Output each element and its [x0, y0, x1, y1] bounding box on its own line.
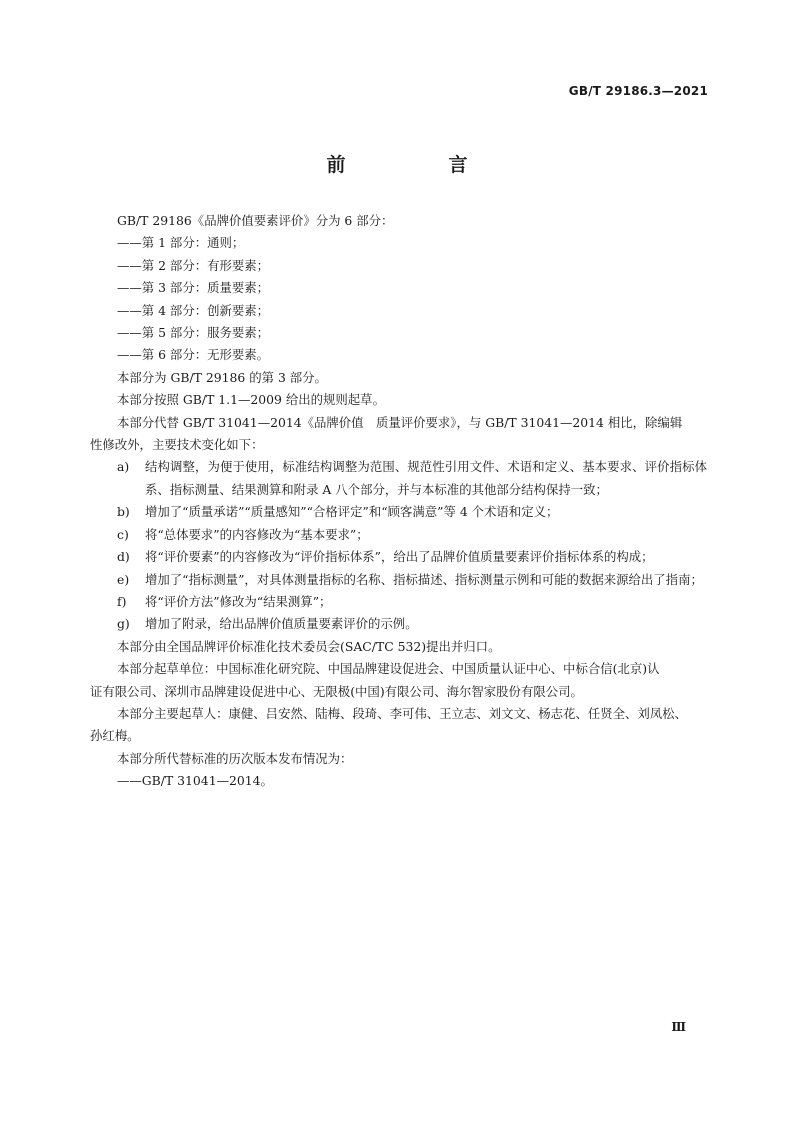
change-text: 将“评价方法”修改为“结果测算”；: [145, 593, 332, 609]
part-list-item: ——第 6 部分：无形要素。: [117, 347, 270, 363]
drafters-line1: 本部分主要起草人：康健、吕安然、陆梅、段琦、李可伟、王立志、刘文文、杨志花、任贤全、刘凤松、: [117, 705, 687, 721]
change-text: 将“评价要素”的内容修改为“评价指标体系”，给出了品牌价值质量要素评价指标体系的构成；: [145, 549, 654, 565]
change-text: 增加了“质量承诺”“质量感知”“合格评定”和“顾客满意”等 4 个术语和定义；: [145, 504, 559, 520]
change-label: g): [117, 616, 130, 632]
page-number: Ⅲ: [671, 1020, 686, 1034]
drafting-rule-paragraph: 本部分按照 GB/T 1.1—2009 给出的规则起草。: [117, 392, 385, 408]
part-list-item: ——第 5 部分：服务要素；: [117, 325, 270, 341]
change-item-a: [117, 456, 707, 501]
change-text: 将“总体要求”的内容修改为“基本要求”；: [145, 526, 369, 542]
change-text: 结构调整，为便于使用，标准结构调整为范围、规范性引用文件、术语和定义、基本要求、评价指标体系、指标测量、结果测算和附录 A 八个部分，并与本标准的其他部分结构保持一致；: [145, 459, 707, 497]
change-item-d: [117, 546, 707, 568]
change-item-f: [117, 591, 707, 613]
change-label: e): [117, 571, 130, 587]
foreword-body: [90, 210, 707, 793]
page-title: 前 言: [326, 154, 510, 176]
change-text: 增加了附录，给出品牌价值质量要素评价的示例。: [145, 616, 418, 632]
change-label: f): [117, 593, 127, 609]
drafting-units-line1: 本部分起草单位：中国标准化研究院、中国品牌建设促进会、中国质量认证中心、中标合信(北京)认: [117, 661, 660, 677]
change-item-b: [117, 501, 707, 523]
part-list-item: ——第 4 部分：创新要素；: [117, 302, 270, 318]
change-label: a): [117, 459, 130, 475]
part-list-item: ——第 2 部分：有形要素；: [117, 257, 270, 273]
drafting-units-line2: 证有限公司、深圳市品牌建设促进中心、无限极(中国)有限公司、海尔智家股份有限公司。: [90, 683, 583, 699]
replacement-paragraph-line2: 性修改外，主要技术变化如下：: [90, 437, 264, 453]
change-item-c: [117, 524, 707, 546]
history-paragraph: 本部分所代替标准的历次版本发布情况为：: [117, 750, 353, 766]
replacement-paragraph-line1: 本部分代替 GB/T 31041—2014《品牌价值 质量评价要求》，与 GB/T 31041—2014 相比，除编辑: [117, 414, 683, 430]
part-number-paragraph: 本部分为 GB/T 29186 的第 3 部分。: [117, 369, 327, 385]
intro-paragraph: GB/T 29186《品牌价值要素评价》分为 6 部分：: [117, 213, 394, 228]
part-list-item: ——第 1 部分：通则；: [117, 235, 245, 251]
change-label: b): [117, 504, 130, 520]
change-label: d): [117, 549, 130, 565]
drafters-line2: 孙红梅。: [90, 728, 140, 744]
change-text: 增加了“指标测量”，对具体测量指标的名称、指标描述、指标测量示例和可能的数据来源给出了指南；: [145, 571, 703, 587]
change-item-e: [117, 569, 707, 591]
change-label: c): [117, 526, 129, 542]
part-list-item: ——第 3 部分：质量要素；: [117, 280, 270, 296]
history-item: ——GB/T 31041—2014。: [117, 773, 273, 789]
standard-code: GB/T 29186.3—2021: [568, 84, 708, 98]
proposed-by-paragraph: 本部分由全国品牌评价标准化技术委员会(SAC/TC 532)提出并归口。: [117, 638, 501, 654]
change-item-g: [117, 613, 707, 635]
